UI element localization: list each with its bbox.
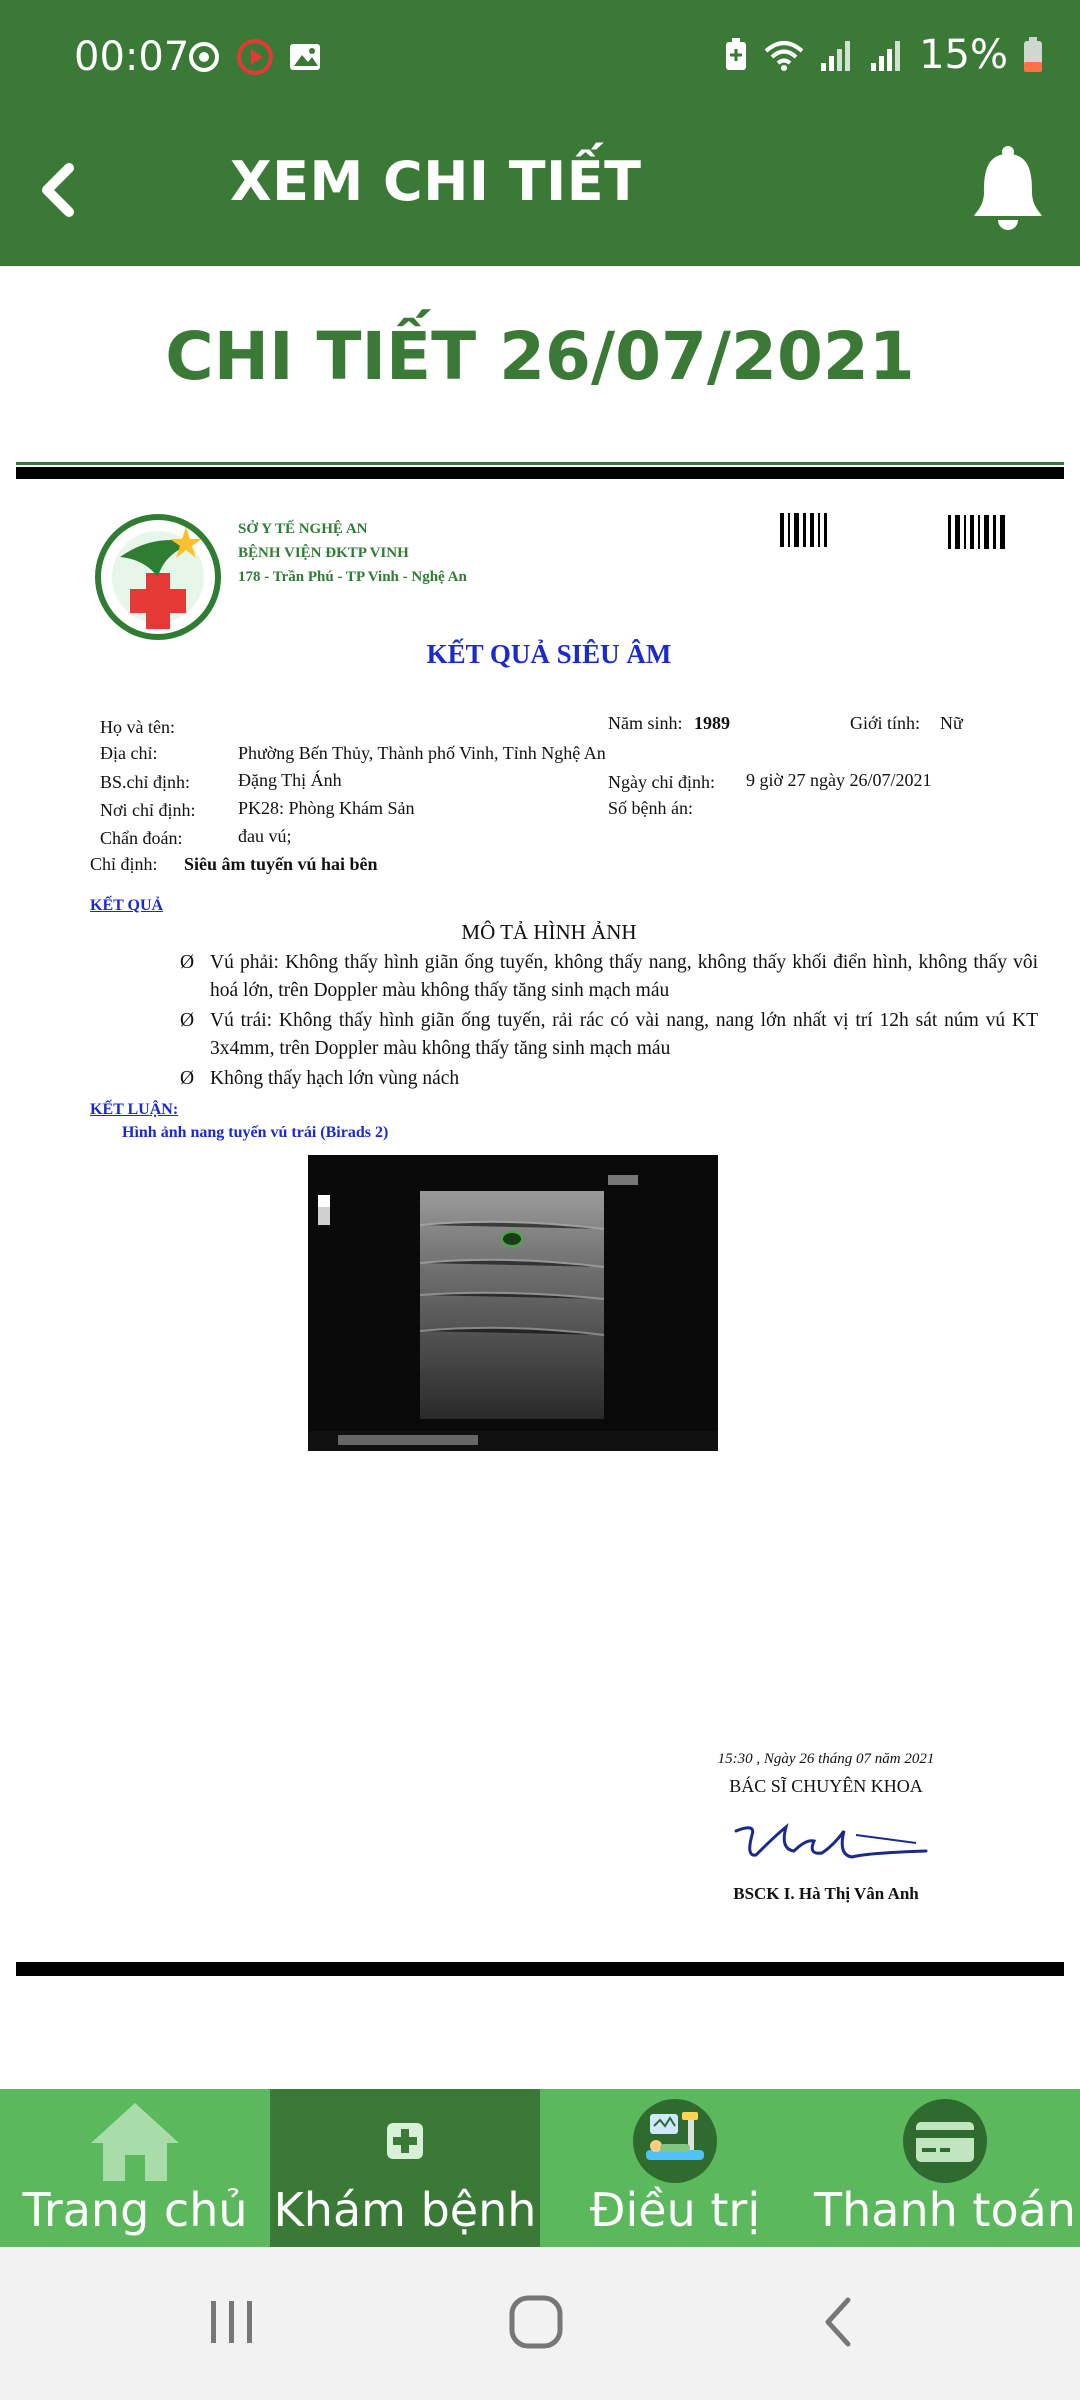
- image-description-title: MÔ TẢ HÌNH ẢNH: [461, 920, 637, 944]
- page-title: XEM CHI TIẾT: [230, 150, 642, 213]
- home-circle-icon: [506, 2292, 566, 2352]
- indication-value: Siêu âm tuyến vú hai bên: [184, 854, 378, 874]
- nav-label-treatment: Điều trị: [589, 2183, 761, 2237]
- chevron-left-icon: [37, 162, 77, 218]
- signature-date: 15:30 , Ngày 26 tháng 07 năm 2021: [717, 1751, 935, 1767]
- card-icon: [902, 2098, 988, 2184]
- status-time: 00:07: [74, 34, 190, 80]
- ultrasound-report-document: [16, 479, 1064, 1962]
- hospital-logo-icon: [94, 513, 222, 641]
- order-date-value: 9 giờ 27 ngày 26/07/2021: [746, 770, 932, 790]
- status-icons-right: [723, 32, 1044, 78]
- bullet-mark: Ø: [180, 952, 195, 973]
- signal-icon: [869, 37, 905, 73]
- detail-heading: CHI TIẾT 26/07/2021: [165, 318, 915, 395]
- nav-item-payment[interactable]: [810, 2089, 1080, 2247]
- nav-item-treatment[interactable]: [540, 2089, 810, 2247]
- battery-saver-icon: [723, 37, 749, 73]
- diagnosis-label: Chẩn đoán:: [100, 828, 183, 848]
- ordering-doctor-value: Đặng Thị Ánh: [238, 770, 342, 790]
- name-label: Họ và tên:: [100, 717, 175, 737]
- birth-year-label: Năm sinh:: [608, 713, 683, 733]
- handwritten-signature: [716, 1805, 936, 1875]
- birth-year-value: 1989: [694, 713, 730, 733]
- finding-item: [180, 1007, 1038, 1063]
- battery-percent: 15%: [919, 32, 1008, 78]
- document-top-rule: [16, 467, 1064, 479]
- status-icons-left: [186, 38, 322, 76]
- system-navigation-bar: [0, 2247, 1080, 2400]
- document-top-rule-green: [16, 462, 1064, 465]
- conclusion-text: Hình ảnh nang tuyến vú trái (Birads 2): [122, 1124, 389, 1141]
- indication-label: Chỉ định:: [90, 854, 158, 874]
- address-label: Địa chỉ:: [100, 743, 158, 763]
- order-date-label: Ngày chỉ định:: [608, 772, 715, 792]
- document-bottom-rule: [16, 1962, 1064, 1976]
- home-system-button[interactable]: [476, 2277, 596, 2367]
- findings-list: [180, 949, 1038, 1095]
- finding-text: Vú trái: Không thấy hình giãn ống tuyến, rải rác có vài nang, nang lớn nhất vị trí 12h sát núm vú KT 3x4mm, trên Doppler màu không thấy tăng sinh mạch máu: [210, 1010, 1038, 1059]
- finding-item: [180, 949, 1038, 1005]
- bullet-mark: Ø: [180, 1010, 195, 1031]
- back-button[interactable]: [22, 150, 92, 230]
- org-line-1: SỞ Y TẾ NGHỆ AN: [238, 521, 368, 537]
- status-bar: [0, 0, 1080, 120]
- home-icon: [87, 2099, 183, 2183]
- ultrasound-scan-graphic: [308, 1155, 718, 1451]
- order-place-value: PK28: Phòng Khám Sản: [238, 798, 415, 818]
- nav-label-examination: Khám bệnh: [273, 2183, 537, 2237]
- signature-block: [656, 1751, 996, 1904]
- medical-plus-icon: [385, 2121, 425, 2161]
- record-number-label: Số bệnh án:: [608, 798, 693, 818]
- gender-value: Nữ: [940, 713, 963, 733]
- organization-header: [238, 517, 467, 589]
- signal-icon: [819, 37, 855, 73]
- recents-button[interactable]: [172, 2277, 292, 2367]
- bell-icon: [968, 144, 1048, 234]
- nav-label-home: Trang chủ: [22, 2183, 248, 2237]
- signature-name: BSCK I. Hà Thị Vân Anh: [733, 1884, 919, 1903]
- sync-icon: [186, 39, 222, 75]
- signature-title: BÁC SĨ CHUYÊN KHOA: [729, 1776, 923, 1796]
- order-place-label: Nơi chỉ định:: [100, 800, 196, 820]
- nav-item-examination[interactable]: [270, 2089, 540, 2247]
- ultrasound-image[interactable]: [308, 1155, 718, 1451]
- ordering-doctor-label: BS.chỉ định:: [100, 772, 191, 792]
- address-value: Phường Bến Thủy, Thành phố Vinh, Tỉnh Nghệ An: [238, 743, 606, 763]
- wifi-icon: [763, 37, 805, 73]
- finding-text: Không thấy hạch lớn vùng nách: [210, 1068, 460, 1089]
- treatment-icon: [632, 2098, 718, 2184]
- nav-label-payment: Thanh toán: [814, 2183, 1076, 2237]
- gender-label: Giới tính:: [850, 713, 921, 733]
- result-heading: KẾT QUẢ: [90, 897, 164, 914]
- org-line-3: 178 - Trần Phú - TP Vinh - Nghệ An: [238, 569, 467, 585]
- bottom-navigation: [0, 2089, 1080, 2247]
- back-icon: [818, 2294, 858, 2350]
- bullet-mark: Ø: [180, 1068, 195, 1089]
- diagnosis-value: đau vú;: [238, 826, 292, 846]
- finding-item: [180, 1065, 1038, 1093]
- report-title: KẾT QUẢ SIÊU ÂM: [426, 639, 672, 669]
- image-icon: [288, 40, 322, 74]
- record-icon: [236, 38, 274, 76]
- barcode-image: [780, 511, 1010, 555]
- back-system-button[interactable]: [778, 2277, 898, 2367]
- nav-item-home[interactable]: [0, 2089, 270, 2247]
- notification-button[interactable]: [958, 134, 1058, 244]
- conclusion-heading: KẾT LUẬN:: [90, 1101, 179, 1118]
- app-header: [0, 120, 1080, 266]
- recents-icon: [205, 2295, 259, 2349]
- finding-text: Vú phải: Không thấy hình giãn ống tuyến, không thấy nang, không thấy khối điển hình, không thấy vôi hoá lớn, trên Doppler màu không thấy tăng sinh mạch máu: [210, 952, 1038, 1001]
- battery-low-icon: [1022, 36, 1044, 74]
- org-line-2: BỆNH VIỆN ĐKTP VINH: [238, 545, 409, 561]
